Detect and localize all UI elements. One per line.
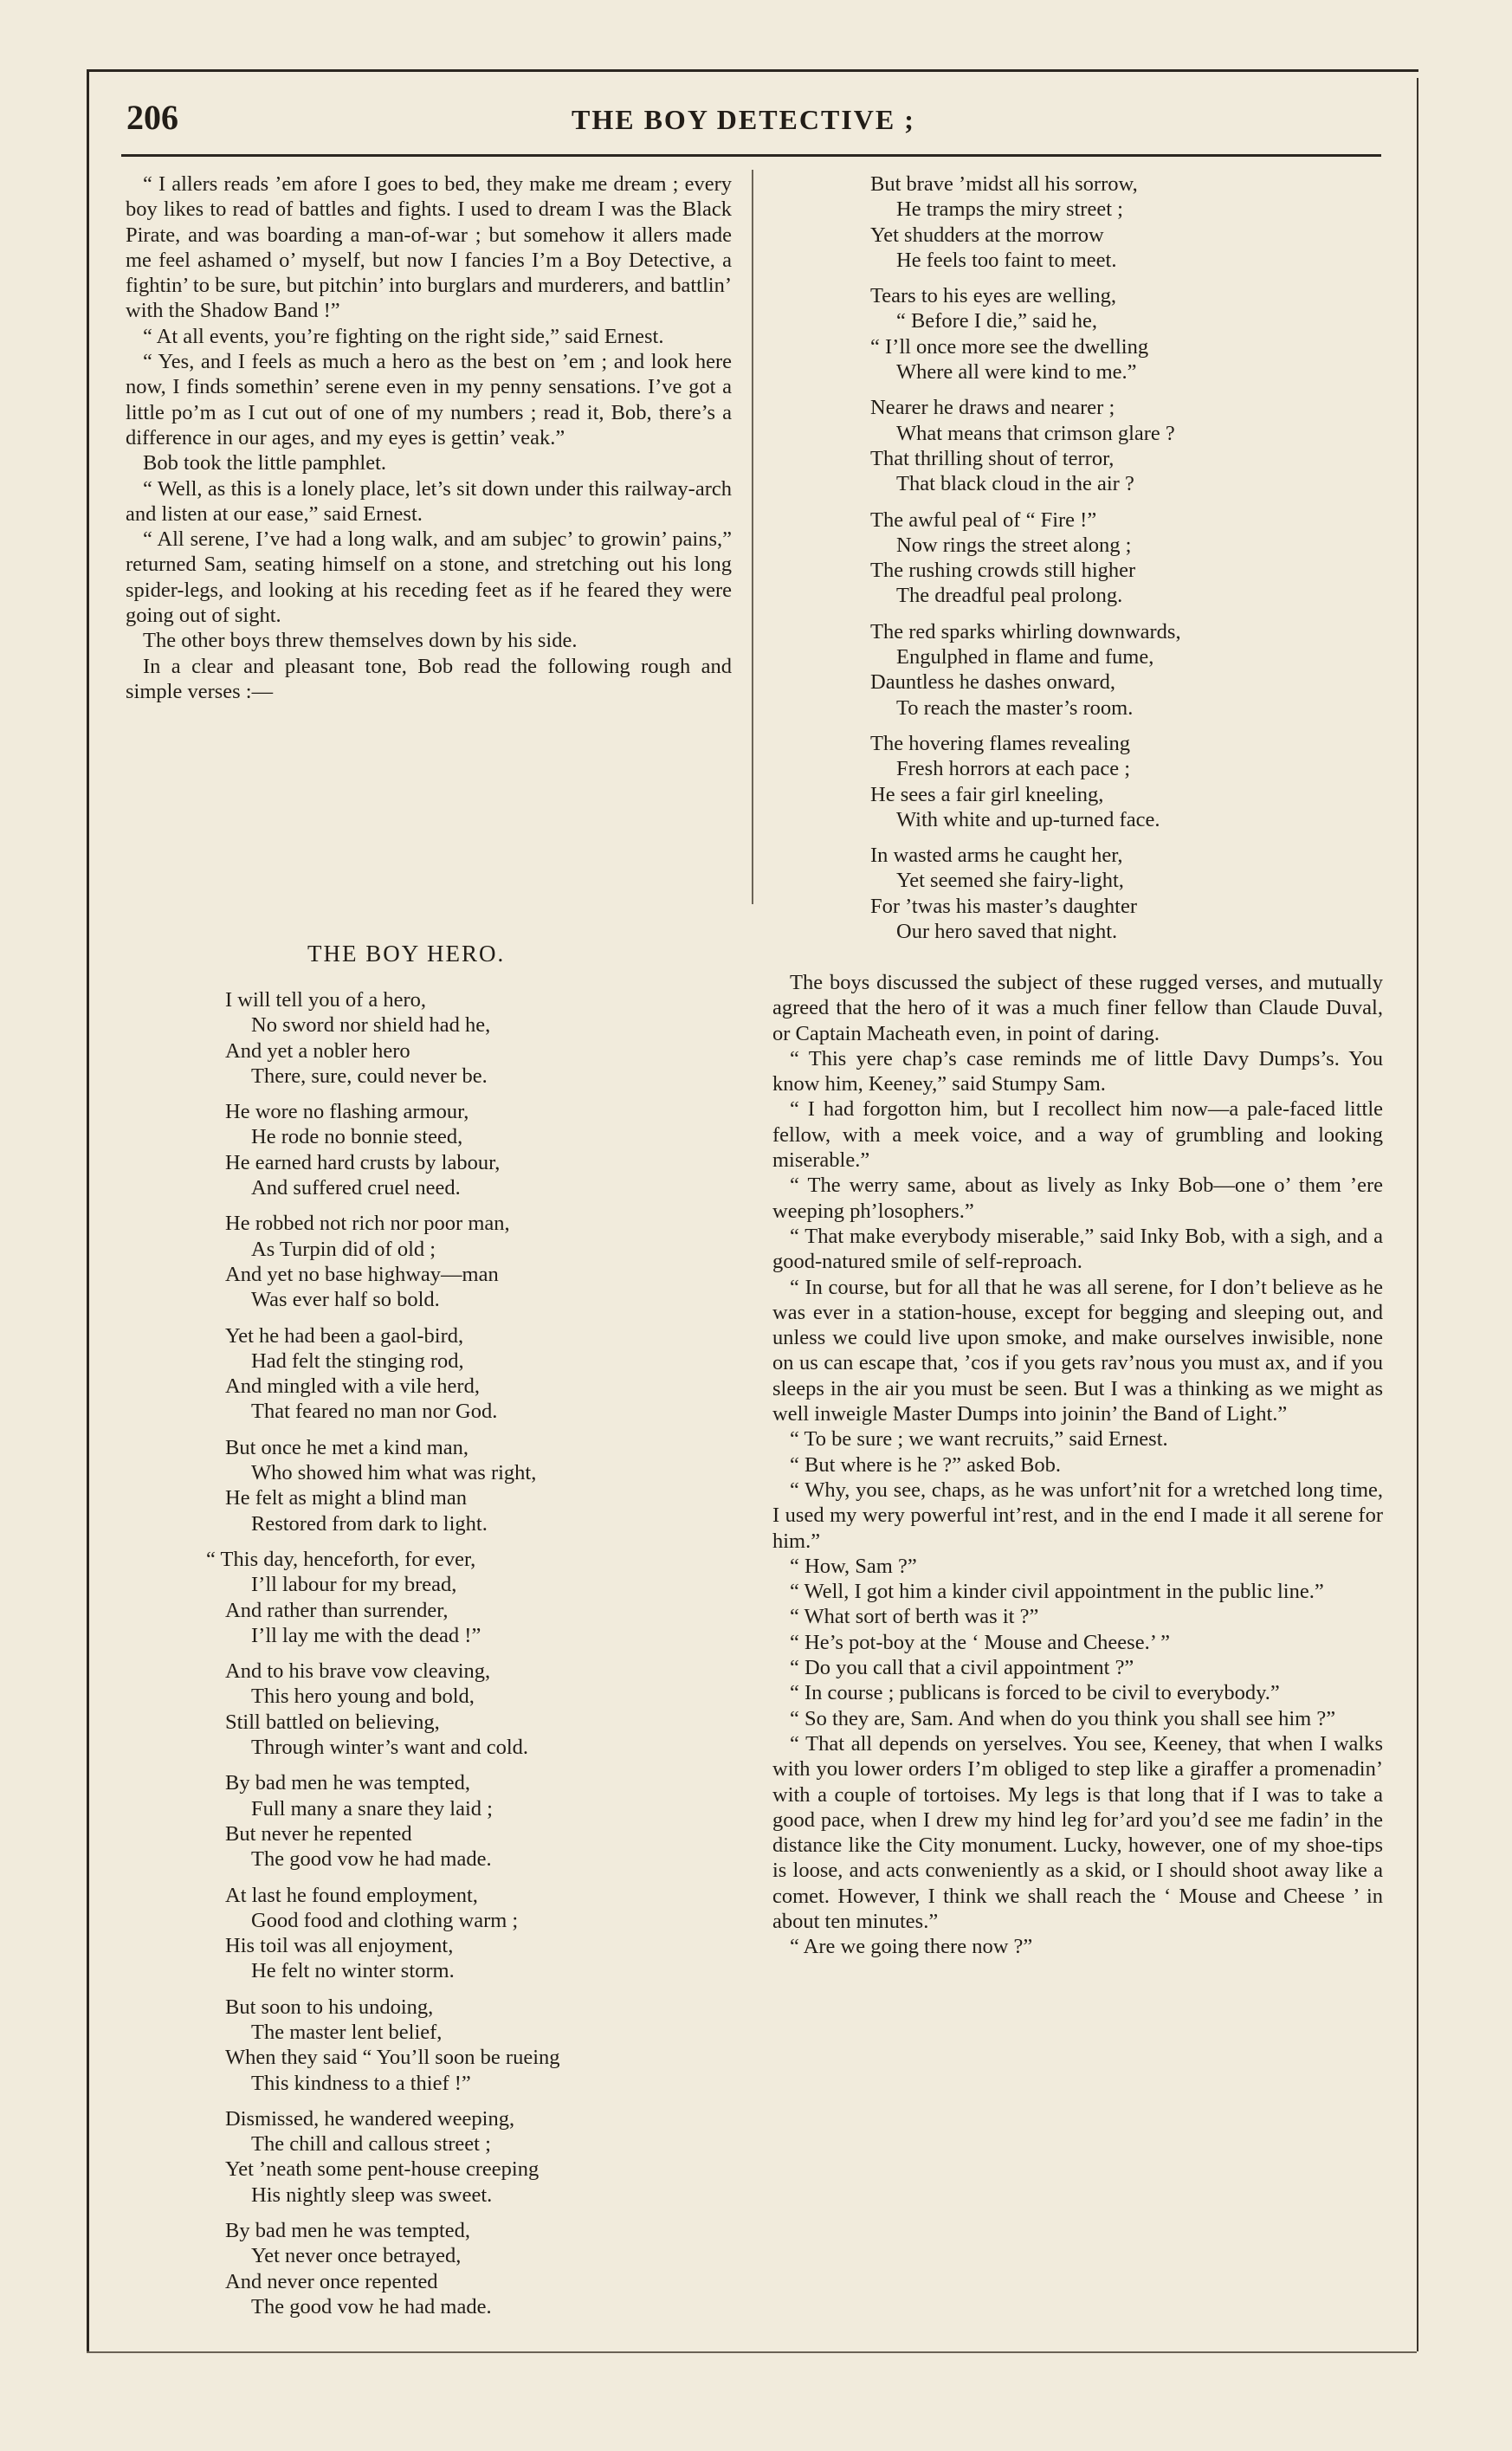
- poem-line: Nearer he draws and nearer ;: [870, 396, 1115, 420]
- poem-line: And never once repented: [225, 2269, 438, 2293]
- poem-line: The rushing crowds still higher: [870, 559, 1136, 583]
- poem-stanza: [225, 1883, 710, 1984]
- poem-line: That thrilling shout of terror,: [870, 446, 1115, 470]
- poem-line: Through winter’s want and cold.: [251, 1736, 529, 1760]
- paragraph: “ Yes, and I feels as much a hero as the best on ’em ; and look here now, I finds somethin’ serene even in my penny sensations. I’ve got a little po’m as I cut out of one of my numbers ; read it, Bob, there’s a difference in our ages, and my eyes is gettin’ veak.”: [126, 350, 732, 449]
- poem-line: Full many a snare they laid ;: [251, 1796, 493, 1820]
- poem-line: I’ll lay me with the dead !”: [251, 1623, 481, 1647]
- poem-line: This kindness to a thief !”: [251, 2071, 471, 2095]
- poem-line: The good vow he had made.: [251, 2294, 492, 2318]
- poem-stanza: [225, 1659, 710, 1760]
- poem-line: For ’twas his master’s daughter: [870, 894, 1138, 918]
- poem-line: The red sparks whirling downwards,: [870, 619, 1181, 643]
- bottom-border-rule: [87, 2351, 1417, 2353]
- poem-line: Where all were kind to me.”: [896, 360, 1137, 385]
- top-border-rule: [87, 69, 1418, 72]
- poem-stanza: [225, 1995, 710, 2096]
- poem-line: At last he found employment,: [225, 1883, 478, 1907]
- poem-line: Engulphed in flame and fume,: [896, 645, 1154, 669]
- paragraph: Bob took the little pamphlet.: [143, 451, 387, 475]
- poem-line: By bad men he was tempted,: [225, 1771, 471, 1795]
- poem-line: “ Before I die,” said he,: [896, 309, 1097, 333]
- poem-line: But brave ’midst all his sorrow,: [870, 172, 1138, 196]
- poem-line: There, sure, could never be.: [251, 1064, 488, 1088]
- poem-stanza: [225, 1770, 710, 1872]
- header-rule: [121, 154, 1381, 157]
- paragraph: The boys discussed the subject of these rugged verses, and mutually agreed that the hero of it was a much finer fellow than Claude Duval, or Captain Macheath even, in point of daring.: [772, 971, 1383, 1045]
- poem-stanza: [225, 1323, 710, 1425]
- poem-line: He felt as might a blind man: [225, 1486, 467, 1510]
- poem-line: He wore no flashing armour,: [225, 1100, 469, 1124]
- poem-stanza: [870, 508, 1373, 609]
- poem-line: And suffered cruel need.: [251, 1176, 461, 1200]
- poem-line: Fresh horrors at each pace ;: [896, 757, 1131, 781]
- poem-line: The chill and callous street ;: [251, 2132, 491, 2157]
- poem-line: His nightly sleep was sweet.: [251, 2183, 493, 2207]
- paragraph: “ At all events, you’re fighting on the right side,” said Ernest.: [143, 324, 664, 348]
- paragraph: “ How, Sam ?”: [790, 1554, 917, 1578]
- page-header: [121, 97, 1386, 149]
- poem-stanza: [225, 1211, 710, 1312]
- paragraph: “ He’s pot-boy at the ‘ Mouse and Cheese.’ ”: [790, 1630, 1171, 1654]
- paragraph: “ I allers reads ’em afore I goes to bed, they make me dream ; every boy likes to read of battles and fights. I used to dream I was the Black Pirate, and was boarding a man-of-war ; but somehow it allers made me feel ashamed o’ myself, but now I fancies I’m a Boy Detective, a fightin’ to be sure, but pitchin’ into burglars and murderers, and battlin’ with the Shadow Band !”: [126, 172, 732, 323]
- poem-line: Yet never once betrayed,: [251, 2244, 462, 2268]
- poem-line: The good vow he had made.: [251, 1847, 492, 1872]
- poem-stanza: [870, 843, 1373, 944]
- paragraph: “ That make everybody miserable,” said Inky Bob, with a sigh, and a good-natured smile of self-reproach.: [772, 1224, 1383, 1274]
- poem-line: The master lent belief,: [251, 2020, 443, 2044]
- poem-line: Was ever half so bold.: [251, 1288, 440, 1312]
- poem-line: And mingled with a vile herd,: [225, 1374, 480, 1399]
- poem-line: His toil was all enjoyment,: [225, 1934, 454, 1958]
- poem-line: By bad men he was tempted,: [225, 2219, 471, 2243]
- poem-title: THE BOY HERO.: [307, 941, 506, 967]
- poem-line: What means that crimson glare ?: [896, 421, 1175, 445]
- poem-line: He feels too faint to meet.: [896, 248, 1117, 272]
- poem-line: Our hero saved that night.: [896, 920, 1118, 944]
- poem-line: The hovering flames revealing: [870, 731, 1131, 755]
- poem-line: As Turpin did of old ;: [251, 1237, 436, 1261]
- paragraph: “ That all depends on yerselves. You see, Keeney, that when I walks with you lower orders I’m obliged to step like a giraffer a promenadin’ with a couple of tortoises. My legs is that long that if I was to take a good pace, when I drew my hind leg for’ard you’d see me fadin’ in the distance like the City monument. Lucky, however, one of my shoe-tips is loose, and acts conweniently as a skid, or I should shoot away like a comet. However, I think we shall reach the ‘ Mouse and Cheese ’ in about ten minutes.”: [772, 1731, 1383, 1933]
- poem-stanza: [870, 171, 1373, 273]
- paragraph: In a clear and pleasant tone, Bob read the following rough and simple verses :—: [126, 654, 732, 703]
- paragraph: “ In course ; publicans is forced to be civil to everybody.”: [790, 1681, 1280, 1705]
- poem-line: “ I’ll once more see the dwelling: [870, 334, 1149, 359]
- poem-stanza: [870, 283, 1373, 385]
- poem-line: He robbed not rich nor poor man,: [225, 1212, 510, 1236]
- left-column-prose: [126, 171, 732, 704]
- poem-line: And yet no base highway—man: [225, 1262, 499, 1286]
- poem-stanza: [870, 619, 1373, 721]
- running-title: THE BOY DETECTIVE ;: [572, 104, 915, 135]
- poem-line: No sword nor shield had he,: [251, 1013, 491, 1038]
- poem-line: He rode no bonnie steed,: [251, 1125, 463, 1149]
- poem-line: When they said “ You’ll soon be rueing: [225, 2046, 560, 2070]
- poem-stanza: [225, 1435, 710, 1536]
- poem-line: Dauntless he dashes onward,: [870, 670, 1116, 695]
- poem-line: That black cloud in the air ?: [896, 472, 1134, 496]
- paragraph: “ Are we going there now ?”: [790, 1935, 1033, 1959]
- paragraph: “ The werry same, about as lively as Inky Bob—one o’ them ’ere weeping ph’losophers.”: [772, 1174, 1383, 1223]
- paragraph: “ Well, as this is a lonely place, let’s sit down under this railway-arch and listen at our ease,” said Ernest.: [126, 476, 732, 526]
- poem-line: And to his brave vow cleaving,: [225, 1659, 491, 1684]
- poem-line: Good food and clothing warm ;: [251, 1908, 519, 1932]
- left-border-rule: [87, 69, 89, 2351]
- paragraph: “ In course, but for all that he was all serene, for I don’t believe as he was ever in a station-house, except for begging and sleeping out, and unless we could live upon smoke, and make ourselves inwisible, none on us can escape that, ’cos if you gets rav’nous you must ax, and if you sleeps in the air you must be seen. But I was a thinking as we might as well inweigle Master Dumps into joinin’ the Band of Light.”: [772, 1275, 1383, 1426]
- right-column-prose: [772, 970, 1383, 1960]
- paragraph: “ What sort of berth was it ?”: [790, 1605, 1039, 1629]
- poem-stanza: [225, 1099, 710, 1200]
- poem-line: Tears to his eyes are welling,: [870, 284, 1117, 308]
- poem-line: Now rings the street along ;: [896, 533, 1132, 557]
- paragraph: “ All serene, I’ve had a long walk, and am subjec’ to growin’ pains,” returned Sam, seating himself on a stone, and stretching out his long spider-legs, and looking at his receding feet as if he feared they were going out of sight.: [126, 527, 732, 628]
- poem-line: And yet a nobler hero: [225, 1038, 410, 1063]
- paragraph: “ But where is he ?” asked Bob.: [790, 1452, 1061, 1477]
- poem-line: The awful peal of “ Fire !”: [870, 508, 1097, 532]
- poem-line: He earned hard crusts by labour,: [225, 1150, 501, 1174]
- poem-line: Yet shudders at the morrow: [870, 223, 1104, 247]
- poem-line: Yet seemed she fairy-light,: [896, 869, 1124, 893]
- poem-line: Yet he had been a gaol-bird,: [225, 1323, 464, 1348]
- poem-line: Dismissed, he wandered weeping,: [225, 2106, 515, 2131]
- poem-line: I will tell you of a hero,: [225, 988, 427, 1012]
- poem-line: But never he repented: [225, 1821, 412, 1846]
- poem-line: The dreadful peal prolong.: [896, 584, 1123, 608]
- poem-line: In wasted arms he caught her,: [870, 844, 1123, 868]
- poem-stanza: [225, 2218, 710, 2319]
- poem-line: He tramps the miry street ;: [896, 197, 1123, 222]
- paragraph: “ This yere chap’s case reminds me of little Davy Dumps’s. You know him, Keeney,” said Stumpy Sam.: [772, 1046, 1383, 1096]
- paragraph: “ Why, you see, chaps, as he was unfort’nit for a wretched long time, I used my wery powerful int’rest, and in the end I made it all serene for him.”: [772, 1478, 1383, 1553]
- poem-line: To reach the master’s room.: [896, 695, 1134, 720]
- poem-line: But once he met a kind man,: [225, 1435, 468, 1459]
- poem-line: But soon to his undoing,: [225, 1995, 434, 2019]
- poem-line: Yet ’neath some pent-house creeping: [225, 2157, 540, 2182]
- column-separator: [752, 170, 753, 904]
- poem-line: That feared no man nor God.: [251, 1400, 498, 1424]
- paragraph: “ To be sure ; we want recruits,” said Ernest.: [790, 1427, 1168, 1452]
- paragraph: “ Well, I got him a kinder civil appointment in the public line.”: [790, 1580, 1324, 1604]
- poem-line: Who showed him what was right,: [251, 1461, 537, 1485]
- poem-stanza: [225, 987, 710, 1089]
- paragraph: “ Do you call that a civil appointment ?”: [790, 1656, 1134, 1680]
- poem-line: With white and up-turned face.: [896, 807, 1160, 831]
- poem-line: And rather than surrender,: [225, 1598, 449, 1622]
- poem-line: This hero young and bold,: [251, 1685, 475, 1709]
- paragraph: The other boys threw themselves down by his side.: [143, 629, 578, 653]
- poem-stanza: [206, 1547, 710, 1648]
- poem-line: Still battled on believing,: [225, 1710, 440, 1734]
- poem-stanza: [870, 731, 1373, 832]
- poem-stanza: [225, 2106, 710, 2208]
- poem-line: I’ll labour for my bread,: [251, 1573, 457, 1597]
- poem-line: “ This day, henceforth, for ever,: [206, 1547, 476, 1571]
- poem-stanza: [870, 395, 1373, 496]
- page-number: 206: [126, 98, 178, 137]
- poem-line: He felt no winter storm.: [251, 1959, 455, 1983]
- poem-line: Had felt the stinging rod,: [251, 1348, 464, 1373]
- poem-line: Restored from dark to light.: [251, 1511, 488, 1536]
- paragraph: “ So they are, Sam. And when do you think you shall see him ?”: [790, 1706, 1336, 1730]
- poem-left: [206, 987, 710, 2330]
- poem-right: [870, 171, 1373, 954]
- right-border-rule: [1417, 78, 1418, 2351]
- paragraph: “ I had forgotton him, but I recollect him now—a pale-faced little fellow, with a meek voice, and a way of grumbling and looking miserable.”: [772, 1097, 1383, 1173]
- poem-line: He sees a fair girl kneeling,: [870, 782, 1104, 806]
